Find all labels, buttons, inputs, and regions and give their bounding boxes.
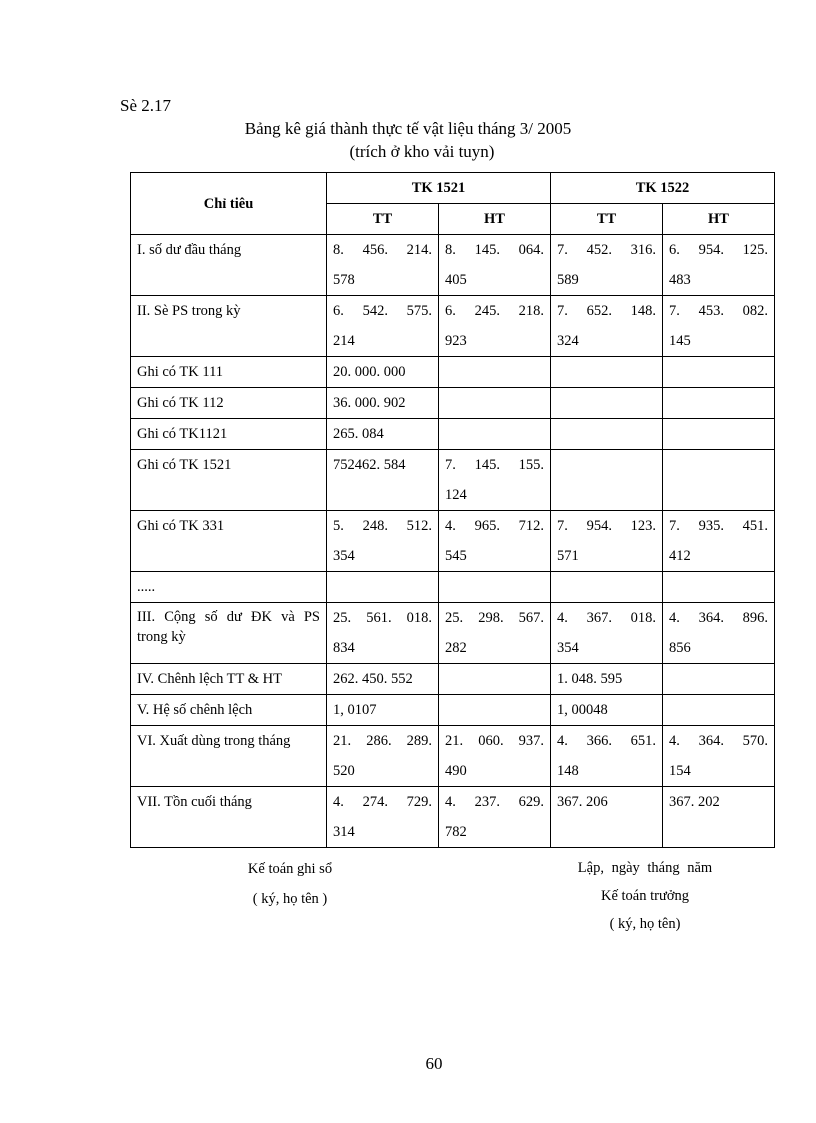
value-cell [663, 235, 775, 296]
value-text: 1, 00048 [557, 702, 608, 718]
value-cell [327, 787, 439, 848]
value-cell [327, 450, 439, 511]
value-cell [327, 388, 439, 419]
header-tk-1522: TK 1522 [551, 173, 775, 204]
value-cell [551, 787, 663, 848]
table-row [131, 695, 775, 726]
row-label: ..... [131, 572, 327, 603]
value-line-2: 834 [333, 640, 355, 656]
value-cell [327, 695, 439, 726]
value-cell [439, 603, 551, 664]
value-cell [663, 511, 775, 572]
value-line-1: 4. 274. 729. [333, 794, 432, 810]
table-row [131, 296, 775, 357]
value-cell [327, 664, 439, 695]
value-cell [663, 664, 775, 695]
value-cell [551, 664, 663, 695]
value-line-1: 21. 060. 937. [445, 733, 544, 749]
value-line-2: 490 [445, 763, 467, 779]
value-line-2: 483 [669, 272, 691, 288]
value-cell [551, 388, 663, 419]
value-cell [327, 603, 439, 664]
value-line-2: 856 [669, 640, 691, 656]
value-cell [551, 419, 663, 450]
signature-left [190, 854, 390, 914]
value-cell [551, 695, 663, 726]
row-label: VII. Tồn cuối tháng [131, 787, 327, 848]
value-text: 265. 084 [333, 426, 384, 442]
value-text: 367. 202 [669, 794, 720, 810]
value-cell [439, 726, 551, 787]
value-cell [663, 603, 775, 664]
row-label: Ghi có TK 111 [131, 357, 327, 388]
value-cell [551, 235, 663, 296]
value-cell [663, 296, 775, 357]
value-cell [439, 787, 551, 848]
value-cell [327, 357, 439, 388]
document-title: Bảng kê giá thành thực tế vật liệu tháng 3/ 2005 [244, 119, 572, 138]
value-line-2: 578 [333, 272, 355, 288]
value-cell [327, 572, 439, 603]
right-date: Lập, ngày tháng năm [577, 860, 713, 876]
value-cell [551, 296, 663, 357]
value-cell [327, 419, 439, 450]
value-cell [551, 511, 663, 572]
value-line-1: 4. 364. 896. [669, 610, 768, 626]
header-tk-1521: TK 1521 [327, 173, 551, 204]
sheet-label: Sè 2.17 [120, 96, 171, 115]
value-line-2: 571 [557, 548, 579, 564]
page-number: 60 [425, 1054, 443, 1073]
row-label: Ghi có TK 331 [131, 511, 327, 572]
table-row [131, 572, 775, 603]
table-row [131, 787, 775, 848]
row-label: Ghi có TK 112 [131, 388, 327, 419]
left-note: ( ký, họ tên ) [252, 891, 328, 907]
table-row [131, 603, 775, 664]
value-line-1: 7. 145. 155. [445, 457, 544, 473]
value-line-1: 6. 954. 125. [669, 242, 768, 258]
table-row [131, 419, 775, 450]
value-line-1: 6. 542. 575. [333, 303, 432, 319]
value-line-2: 354 [557, 640, 579, 656]
value-line-2: 923 [445, 333, 467, 349]
row-label: V. Hệ số chênh lệch [131, 695, 327, 726]
value-cell [663, 726, 775, 787]
value-cell [663, 572, 775, 603]
value-line-2: 145 [669, 333, 691, 349]
value-text: 367. 206 [557, 794, 608, 810]
value-cell [663, 695, 775, 726]
value-cell [327, 235, 439, 296]
value-cell [551, 603, 663, 664]
value-line-1: 7. 954. 123. [557, 518, 656, 534]
value-line-1: 8. 145. 064. [445, 242, 544, 258]
value-text: 262. 450. 552 [333, 671, 413, 687]
value-line-1: 21. 286. 289. [333, 733, 432, 749]
value-line-2: 545 [445, 548, 467, 564]
value-cell [439, 511, 551, 572]
value-line-1: 4. 237. 629. [445, 794, 544, 810]
value-line-2: 154 [669, 763, 691, 779]
signature-right [530, 854, 760, 938]
row-label: IV. Chênh lệch TT & HT [131, 664, 327, 695]
value-cell [439, 572, 551, 603]
value-line-2: 354 [333, 548, 355, 564]
value-line-2: 282 [445, 640, 467, 656]
value-cell [663, 787, 775, 848]
value-cell [663, 357, 775, 388]
value-line-1: 5. 248. 512. [333, 518, 432, 534]
row-label: III. Cộng số dư ĐK và PS trong kỳ [131, 603, 327, 664]
header-ht-1522: HT [663, 204, 775, 235]
value-text: 1. 048. 595 [557, 671, 623, 687]
value-line-2: 412 [669, 548, 691, 564]
value-line-1: 4. 366. 651. [557, 733, 656, 749]
header-ht-1521: HT [439, 204, 551, 235]
value-line-1: 6. 245. 218. [445, 303, 544, 319]
value-cell [663, 388, 775, 419]
table-body [131, 235, 775, 848]
value-line-1: 4. 367. 018. [557, 610, 656, 626]
value-line-1: 25. 298. 567. [445, 610, 544, 626]
document-subtitle: (trích ở kho vải tuyn) [349, 142, 495, 161]
row-label: Ghi có TK 1521 [131, 450, 327, 511]
value-line-1: 8. 456. 214. [333, 242, 432, 258]
value-line-2: 214 [333, 333, 355, 349]
header-tt-1521: TT [327, 204, 439, 235]
table-row [131, 388, 775, 419]
value-text: 1, 0107 [333, 702, 377, 718]
value-line-1: 4. 965. 712. [445, 518, 544, 534]
value-text: 36. 000. 902 [333, 395, 406, 411]
value-cell [551, 572, 663, 603]
value-text: 752462. 584 [333, 457, 406, 473]
value-line-2: 589 [557, 272, 579, 288]
value-line-2: 405 [445, 272, 467, 288]
value-cell [439, 357, 551, 388]
right-role: Kế toán trưởng [600, 888, 689, 904]
table-row [131, 726, 775, 787]
table-row [131, 235, 775, 296]
table-row [131, 511, 775, 572]
value-cell [551, 450, 663, 511]
value-cell [439, 664, 551, 695]
header-chi-tieu: Chỉ tiêu [131, 173, 327, 235]
header-tt-1522: TT [551, 204, 663, 235]
value-text: 20. 000. 000 [333, 364, 406, 380]
value-line-1: 7. 935. 451. [669, 518, 768, 534]
value-cell [327, 511, 439, 572]
value-cell [327, 726, 439, 787]
value-cell [439, 235, 551, 296]
table-row [131, 664, 775, 695]
value-cell [663, 419, 775, 450]
value-cell [327, 296, 439, 357]
value-line-2: 314 [333, 824, 355, 840]
table-row [131, 450, 775, 511]
value-line-1: 7. 652. 148. [557, 303, 656, 319]
row-label: I. số dư đầu tháng [131, 235, 327, 296]
value-line-2: 520 [333, 763, 355, 779]
value-line-2: 148 [557, 763, 579, 779]
value-line-1: 4. 364. 570. [669, 733, 768, 749]
value-cell [439, 388, 551, 419]
value-line-1: 7. 452. 316. [557, 242, 656, 258]
value-line-1: 7. 453. 082. [669, 303, 768, 319]
value-line-2: 782 [445, 824, 467, 840]
value-cell [439, 695, 551, 726]
value-cell [439, 296, 551, 357]
value-cell [439, 450, 551, 511]
row-label: II. Sè PS trong kỳ [131, 296, 327, 357]
right-note: ( ký, họ tên) [609, 916, 681, 932]
row-label: Ghi có TK1121 [131, 419, 327, 450]
row-label: VI. Xuất dùng trong tháng [131, 726, 327, 787]
value-cell [551, 726, 663, 787]
left-role: Kế toán ghi sổ [247, 861, 333, 877]
value-line-2: 324 [557, 333, 579, 349]
value-cell [439, 419, 551, 450]
value-line-1: 25. 561. 018. [333, 610, 432, 626]
value-cell [551, 357, 663, 388]
value-cell [663, 450, 775, 511]
table-row [131, 357, 775, 388]
value-line-2: 124 [445, 487, 467, 503]
cost-table [130, 172, 775, 848]
